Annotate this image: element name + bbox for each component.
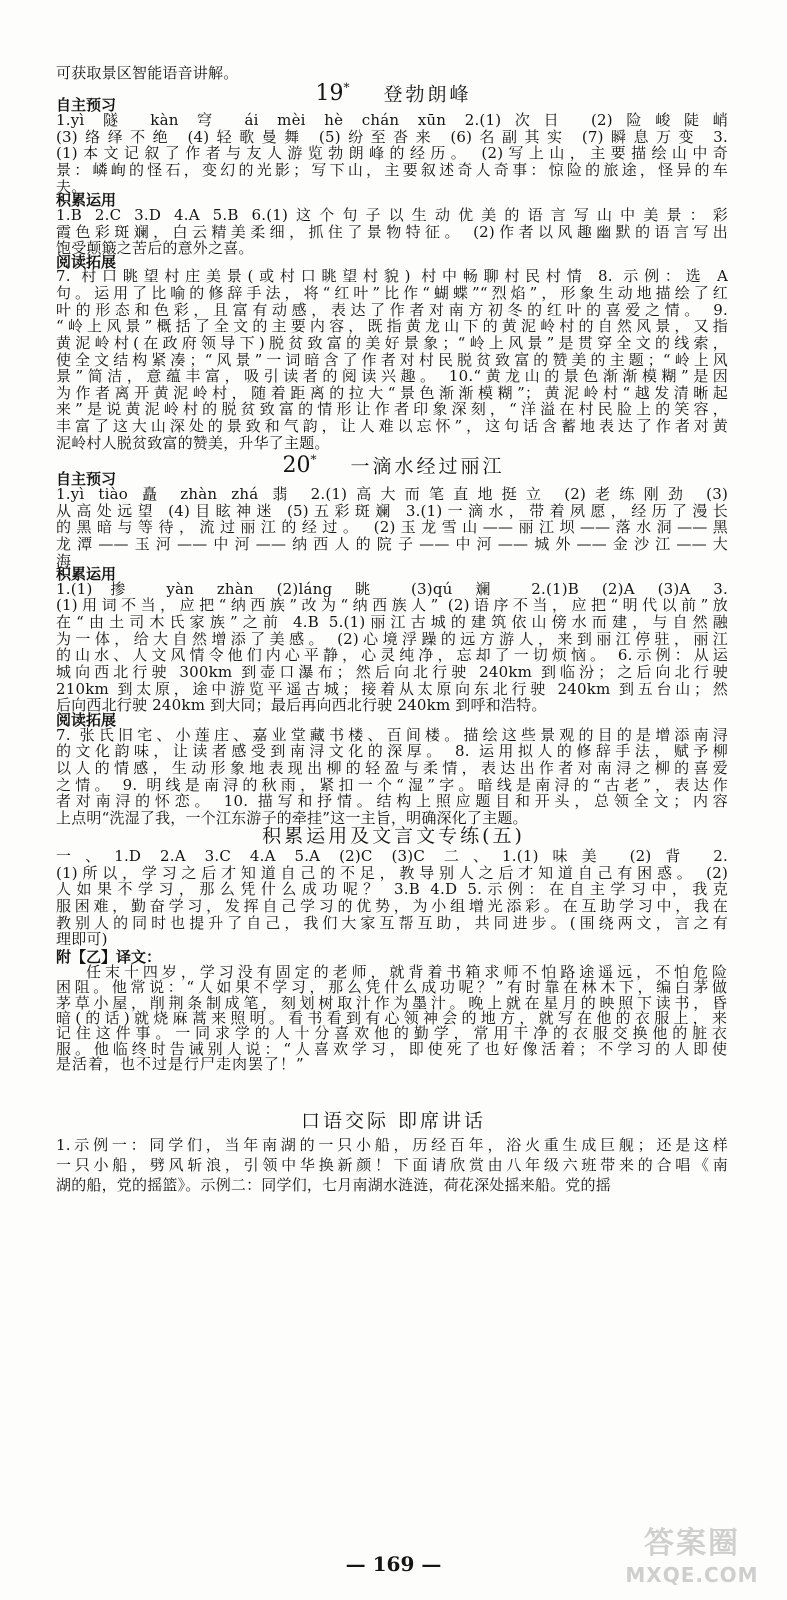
answer-line: 理即可) xyxy=(56,930,108,948)
lesson-19-title xyxy=(0,77,787,105)
answer-line: 7. 村口眺望村庄美景(或村口眺望村貌) 村中畅聊村民村情 8. 示例：选 A xyxy=(56,267,728,285)
translation-line: 任末十四岁，学习没有固定的老师，就背着书箱求师不怕路途遥远，不怕危险 xyxy=(86,963,728,981)
practice-title: 积累运用及文言文专练(五) xyxy=(262,825,525,847)
answer-line: 的文化韵味，让读者感受到南浔文化的深厚。 8. 运用拟人的修辞手法，赋予柳 xyxy=(56,742,728,760)
answer-line: 1.yì 隧 kàn 穹 ái mèi hè chán xūn 2.(1)次日 (2)险峻陡峭 xyxy=(56,111,728,129)
answer-line: 龙潭——玉河——中河——纳西人的院子——中河——城外——金沙江——大 xyxy=(56,535,728,553)
answer-line: 者对南浔的怀恋。 10. 描写和抒情。结构上照应题目和开头，总领全文；内容 xyxy=(56,792,728,810)
answer-line: 使全文结构紧凑；“风景”一词暗含了作者对村民脱贫致富的赞美的主题；“岭上风 xyxy=(56,351,728,369)
lesson-mark: * xyxy=(343,81,350,95)
answer-line: 饱受颠簸之苦后的意外之喜。 xyxy=(56,239,254,257)
answer-line: 后向西北行驶 240km 到大同；最后再向西北行驶 240km 到呼和浩特。 xyxy=(56,696,547,714)
lesson-number-value: 20 xyxy=(282,453,311,479)
answer-line: 一只小船，劈风斩浪，引领中华换新颜！下面请欣赏由八年级六班带来的合唱《南 xyxy=(56,1156,728,1174)
answer-line: (1)用词不当，应把“纳西族”改为“纳西族人” (2)语序不当，应把“明代以前”放 xyxy=(56,596,728,614)
text-line: 可获取景区智能语音讲解。 xyxy=(56,64,239,82)
answer-line: 的黑暗与等待，流过丽江的经过。 (2)玉龙雪山——丽江坝——落水洞——黑 xyxy=(56,518,728,536)
translation-label: 附【乙】译文： xyxy=(56,948,162,966)
answer-line: (1)本文记叙了作者与友人游览勃朗峰的经历。 (2)写上山，主要描绘山中奇 xyxy=(56,144,728,162)
heading-read: 阅读拓展 xyxy=(56,711,117,729)
heading-read: 阅读拓展 xyxy=(56,253,117,271)
answer-line: 泥岭村人脱贫致富的赞美，升华了主题。 xyxy=(56,434,330,452)
answer-line: 霞色彩斑斓，白云精美柔细，抓住了景物特征。 (2)作者以风趣幽默的语言写出 xyxy=(56,223,728,241)
answer-line: 为一体，给大自然增添了美感。 (2)心境浮躁的远方游人，来到丽江停驻，丽江 xyxy=(56,630,728,648)
answer-line: 210km 到太原，途中游览平遥古城；接着从太原向东北行驶 240km 到五台山；然 xyxy=(56,680,728,698)
answer-line: 来”是说黄泥岭村的脱贫致富的情形让作者印象深刻，“洋溢在村民脸上的笑容， xyxy=(56,400,728,418)
answer-line: 1.示例一：同学们，当年南湖的一只小船，历经百年，浴火重生成巨舰；还是这样 xyxy=(56,1136,728,1154)
answer-line: 教别人的同时也提升了自己，我们大家互帮互助，共同进步。(围绕两文，言之有 xyxy=(56,914,728,932)
translation-line: 茅草小屋，削荆条制成笔，刻划树取汁作为墨汁。晚上就在星月的映照下读书，昏 xyxy=(56,994,728,1012)
answer-line: (3)络绎不绝 (4)轻歌曼舞 (5)纷至沓来 (6)名副其实 (7)瞬息万变 3. xyxy=(56,128,728,146)
answer-line: 1.yì tiào 矗 zhàn zhá 翡 2.(1)高大而笔直地挺立 (2)老练刚劲 (3) xyxy=(56,485,728,503)
lesson-number-value: 19 xyxy=(315,81,344,107)
answer-line: 从高处远望 (4)目眩神迷 (5)五彩斑斓 3.(1)一滴水，带着夙愿，经历了漫长 xyxy=(56,502,728,520)
answer-line: 黄泥岭村(在政府领导下)脱贫致富的美好景象；“岭上风景”是贯穿全文的线索， xyxy=(56,334,728,352)
translation-line: 是活着，也不过是行尸走肉罢了！” xyxy=(56,1055,305,1073)
translation-line: 服。他临终时告诫别人说：“人喜欢学习，即使死了也好像活着；不学习的人即使 xyxy=(56,1040,728,1058)
heading-preview: 自主预习 xyxy=(56,470,117,488)
answer-line: 夫。 xyxy=(56,178,87,196)
answer-line: 人如果不学习，那么凭什么成功呢？ 3.B 4.D 5.示例：在自主学习中，我克 xyxy=(56,880,728,898)
page-number: — 169 — xyxy=(345,1552,442,1576)
heading-apply: 积累运用 xyxy=(56,191,117,209)
answer-line: 湖的船，党的摇篮》。示例二：同学们，七月南湖水涟涟，荷花深处摇来船。党的摇 xyxy=(56,1176,611,1194)
translation-line: 暗(的话)就烧麻蒿来照明。看书看到有心领神会的地方，就写在他的衣服上，来 xyxy=(56,1009,728,1027)
answer-line: 句。运用了比喻的修辞手法，将“红叶”比作“蝴蝶”“烈焰”，形象生动地描绘了红 xyxy=(56,284,728,302)
answer-line: 以人的情感，生动形象地表现出柳的轻盈与柔情，表达出作者对南浔之柳的喜爱 xyxy=(56,759,728,777)
watermark-logo xyxy=(617,1525,767,1595)
answer-line: 叶的形态和色彩，且富有动感，表达了作者对南方初冬的红叶的喜爱之情。 9. xyxy=(56,301,728,319)
answer-line: 服困难，勤奋学习，发挥自己学习的优势，为小组增光添彩。在互助学习中，我在 xyxy=(56,897,728,915)
answer-line: 的山水、人文风情令他们内心平静，心灵纯净，忘却了一切烦恼。 6.示例：从运 xyxy=(56,646,728,664)
lesson-mark: * xyxy=(310,453,317,467)
heading-apply: 积累运用 xyxy=(56,565,117,583)
translation-line: 困阻。他常说：“人如果不学习，那么凭什么成功呢？”有时靠在林木下，编白茅做 xyxy=(56,978,728,996)
answer-line: 之情。 9. 明线是南浔的秋雨，紧扣一个“湿”字。暗线是南浔的“古老”，表达作 xyxy=(56,776,728,794)
lesson-number xyxy=(315,81,349,106)
answer-line: 丰富了这大山深处的景致和气韵，让人难以忘怀”，这句话含蓄地表达了作者对黄 xyxy=(56,417,728,435)
answer-line: 一、1.D 2.A 3.C 4.A 5.A (2)C (3)C 二、1.(1)味美 (2)背 2. xyxy=(56,847,728,865)
answer-line: 在“由土司木氏家族”之前 4.B 5.(1)丽江古城的建筑依山傍水而建，与自然融 xyxy=(56,613,728,631)
answer-line: 海 xyxy=(56,552,72,570)
heading-preview: 自主预习 xyxy=(56,96,117,114)
answer-line: 上点明“洗湿了我，一个江东游子的牵挂”这一主旨，明确深化了主题。 xyxy=(56,809,528,827)
answer-line: 为作者离开黄泥岭村，随着距离的拉大“景色渐渐模糊”；黄泥岭村“越发清晰起 xyxy=(56,384,728,402)
answer-line: 1.(1)掺 yàn zhàn (2)láng 眺 (3)qú 斓 2.(1)B (2)A (3)A 3. xyxy=(56,580,728,598)
watermark-text: 答案圈 xyxy=(644,1526,740,1561)
answer-line: 景”简洁，意蕴丰富，吸引读者的阅读兴趣。 10.“黄龙山的景色渐渐模糊”是因 xyxy=(56,367,728,385)
answer-line: 景：嶙峋的怪石，变幻的光影；写下山，主要叙述奇人奇事：惊险的旅途，怪异的车 xyxy=(56,161,728,179)
answer-line: “岭上风景”概括了全文的主要内容，既指黄龙山下的黄泥岭村的自然风景，又指 xyxy=(56,317,728,335)
translation-line: 记住这件事。一同求学的人十分喜欢他的勤学，常用干净的衣服交换他的脏衣 xyxy=(56,1024,728,1042)
lesson-title-text: 登勃朗峰 xyxy=(383,83,472,106)
answer-line: 1.B 2.C 3.D 4.A 5.B 6.(1)这个句子以生动优美的语言写山中美景：彩 xyxy=(56,206,728,224)
lesson-title-text: 一滴水经过丽江 xyxy=(350,455,505,478)
speech-title: 口语交际 即席讲话 xyxy=(300,1110,487,1132)
answer-line: (1)所以，学习之后才知道自己的不足，教导别人之后才知道自己有困惑。 (2) xyxy=(56,864,728,882)
answer-line: 7. 张氏旧宅、小莲庄、嘉业堂藏书楼、百间楼。描绘这些景观的目的是增添南浔 xyxy=(56,726,728,744)
answer-line: 城向西北行驶 300km 到壶口瀑布；然后向北行驶 240km 到临汾；之后向北行驶 xyxy=(56,663,728,681)
watermark-url: MXQE.COM xyxy=(625,1563,759,1587)
lesson-20-title xyxy=(0,449,787,477)
lesson-number xyxy=(282,453,316,478)
